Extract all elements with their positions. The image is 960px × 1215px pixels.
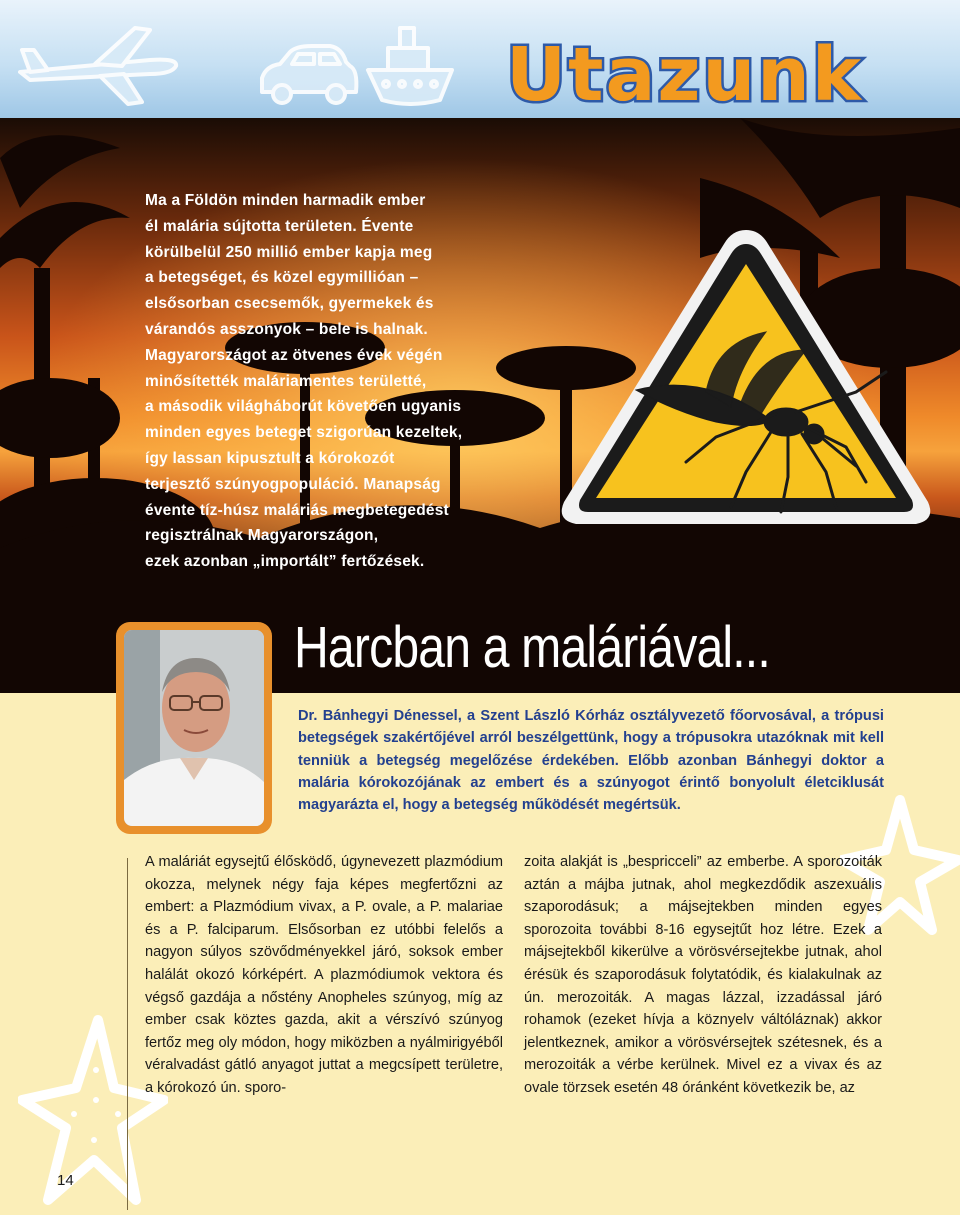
article-lead: Dr. Bánhegyi Dénessel, a Szent László Kórház osztályvezető főorvosával, a trópusi betegségek szakértőjével arról beszélgettünk, hogy a trópusokra utazóknak mit kell tenniük a betegség megelőzése érdekében. Előbb azonban Bánhegyi doktor a malária kórokozójának az embert és a szúnyogot érintő bonyolult életciklusát magyarázta el, hogy a betegség működését megértsük. bbox=[298, 708, 884, 814]
column-rule bbox=[127, 858, 128, 1210]
body-column-2: zoita alakját is „bespricceli” az emberbe. A sporozoiták aztán a májba jutnak, ahol megkezdődik aszexuális szaporodásuk; a májsejtekben minden egyes sporozoita további 8-16 egysejtűt hoz létre. Ezek a májsejtekből kikerülve a vörösvérsejtekbe jutnak, ahol érésük és szaporodásuk folytatódik, és kialakulnak az ún. merozoiták. A magas lázzal, izzadással járó rohamok (ezeket hívja a köznyelv váltóláznak) akkor jelentkeznek, amikor a vörösvérsejtek szétesnek, és a merozoiták a vérbe kerülnek. Mivel ez a vivax és az ovale törzsek esetén 48 óránként következik be, az bbox=[524, 854, 882, 1096]
airplane-icon bbox=[20, 28, 176, 104]
car-icon bbox=[262, 46, 356, 103]
logo-text: Utazunk bbox=[506, 32, 864, 118]
travel-icons bbox=[0, 0, 470, 118]
utazunk-logo bbox=[500, 22, 890, 118]
mosquito-warning-sign-icon bbox=[556, 222, 936, 532]
intro-text: Ma a Földön minden harmadik ember él malária sújtotta területen. Évente körülbelül 250 millió ember kapja meg a betegséget, és közel egymillióan – elsősorban csecsemők, gyermekek és várandós asszonyok – bele is halnak. Magyarországot az ötvenes évek végén minősítették maláriamentes területté, a második világháborút követően ugyanis minden egyes beteget szigorúan kezeltek, így lassan kipusztult a kórokozót terjesztő szúnyogpopuláció. Manapság évente tíz-húsz maláriás megbetegedést regisztrálnak Magyarországon, ezek azonban „importált” fertőzések. bbox=[145, 192, 463, 571]
page-number: 14 bbox=[57, 1172, 74, 1189]
article-title: Harcban a maláriával... bbox=[294, 615, 770, 680]
header-banner bbox=[0, 0, 960, 118]
doctor-portrait bbox=[124, 630, 264, 826]
body-column-1: A maláriát egysejtű élősködő, úgynevezett plazmódium okozza, melynek négy faja képes megfertőzni az embert: a Plazmódium vivax, a P. ovale, a P. malariae és a P. falciparum. Elsősorban ez utóbbi felelős a nagyon súlyos szövődményekkel járó, soksok ember halálát okozó kórképért. A plazmódiumok vektora és végső gazdája a nőstény Anopheles szúnyog, míg az ember csak köztes gazda, akit a vérszívó szúnyog fertőz meg oly módon, hogy miközben a nyálmirigyéből véralvadást gátló anyagot juttat a megcsípett területre, a kórokozó ún. sporo- bbox=[145, 854, 503, 1096]
doctor-photo bbox=[124, 630, 264, 826]
doctor-portrait-frame bbox=[116, 622, 272, 834]
boat-icon bbox=[368, 28, 452, 104]
